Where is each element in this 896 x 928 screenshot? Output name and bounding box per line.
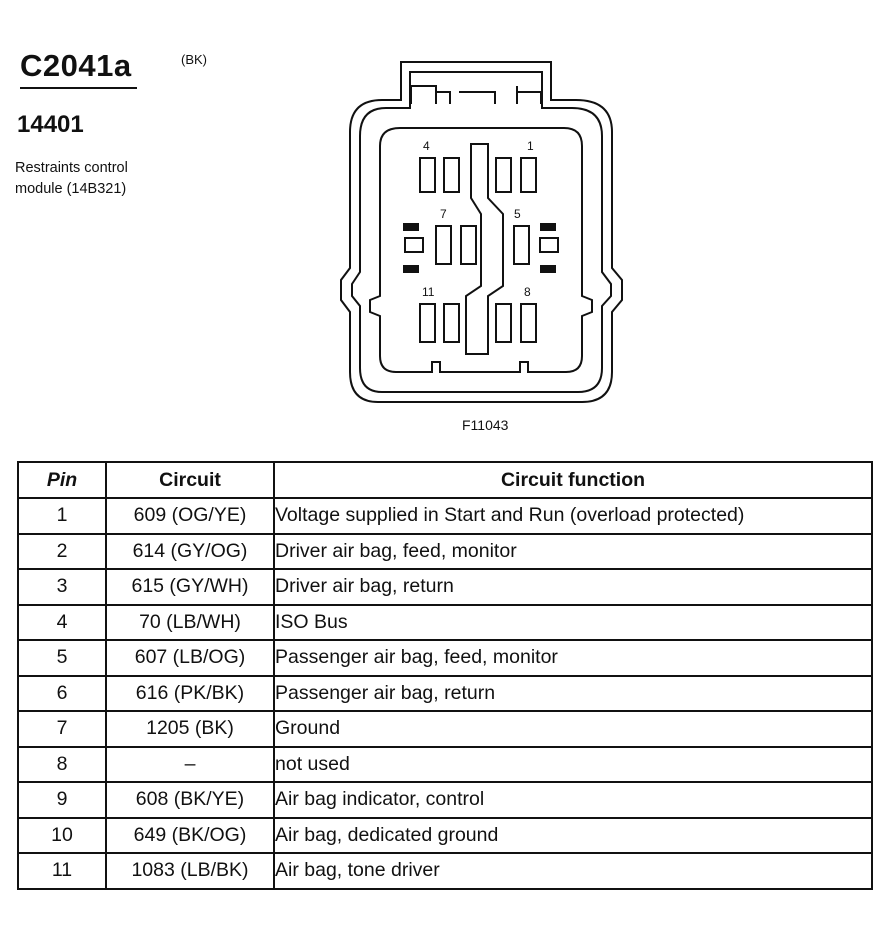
- pin-cell: 10: [18, 818, 106, 854]
- pinout-table: [17, 461, 873, 890]
- function-cell: Voltage supplied in Start and Run (overload protected): [274, 498, 872, 534]
- function-cell: Driver air bag, feed, monitor: [274, 534, 872, 570]
- table-row: [18, 711, 872, 747]
- cavity-label-11: 11: [422, 285, 435, 299]
- pin-cell: 7: [18, 711, 106, 747]
- table-header-row: [18, 462, 872, 498]
- cavity-label-7: 7: [440, 207, 447, 221]
- connector-color-code: (BK): [181, 52, 207, 67]
- function-cell: Driver air bag, return: [274, 569, 872, 605]
- keyway: [466, 144, 503, 354]
- table-row: [18, 747, 872, 783]
- table-row: [18, 534, 872, 570]
- locking-tab: [541, 266, 555, 272]
- circuit-cell: 608 (BK/YE): [106, 782, 274, 818]
- pin-cell: 2: [18, 534, 106, 570]
- pin-cell: 1: [18, 498, 106, 534]
- table-row: [18, 676, 872, 712]
- part-number: 14401: [17, 111, 84, 138]
- function-cell: Air bag, tone driver: [274, 853, 872, 889]
- circuit-cell: 607 (LB/OG): [106, 640, 274, 676]
- module-name-line1: Restraints control: [15, 160, 128, 176]
- cavity-label-5: 5: [514, 207, 521, 221]
- circuit-cell: 616 (PK/BK): [106, 676, 274, 712]
- circuit-cell: 1083 (LB/BK): [106, 853, 274, 889]
- connector-id: C2041a: [20, 48, 132, 83]
- circuit-cell: 615 (GY/WH): [106, 569, 274, 605]
- pin-cell: 11: [18, 853, 106, 889]
- cavity-label-8: 8: [524, 285, 531, 299]
- function-cell: ISO Bus: [274, 605, 872, 641]
- function-cell: not used: [274, 747, 872, 783]
- latch-detail: [411, 86, 541, 104]
- function-cell: Ground: [274, 711, 872, 747]
- pin-cell: 3: [18, 569, 106, 605]
- table-row: [18, 569, 872, 605]
- table-row: [18, 605, 872, 641]
- table-row: [18, 853, 872, 889]
- pin-cell: 6: [18, 676, 106, 712]
- locking-tab: [404, 266, 418, 272]
- circuit-cell: 1205 (BK): [106, 711, 274, 747]
- header-function: Circuit function: [274, 462, 872, 498]
- locking-tab: [404, 224, 418, 230]
- circuit-cell: 70 (LB/WH): [106, 605, 274, 641]
- header-circuit: Circuit: [106, 462, 274, 498]
- module-name-line2: module (14B321): [15, 181, 127, 197]
- pin-cell: 4: [18, 605, 106, 641]
- pin-cell: 5: [18, 640, 106, 676]
- function-cell: Passenger air bag, feed, monitor: [274, 640, 872, 676]
- header-pin: Pin: [18, 462, 106, 498]
- table-row: [18, 782, 872, 818]
- function-cell: Passenger air bag, return: [274, 676, 872, 712]
- table-row: [18, 818, 872, 854]
- pin-cell: 8: [18, 747, 106, 783]
- circuit-cell: 614 (GY/OG): [106, 534, 274, 570]
- function-cell: Air bag indicator, control: [274, 782, 872, 818]
- circuit-cell: 649 (BK/OG): [106, 818, 274, 854]
- cavity-label-1: 1: [527, 139, 534, 153]
- table-row: [18, 498, 872, 534]
- cavity-label-4: 4: [423, 139, 430, 153]
- locking-tab: [541, 224, 555, 230]
- pin-cell: 9: [18, 782, 106, 818]
- circuit-cell: –: [106, 747, 274, 783]
- connector-face-diagram: [0, 0, 896, 440]
- figure-id: F11043: [462, 417, 509, 433]
- function-cell: Air bag, dedicated ground: [274, 818, 872, 854]
- circuit-cell: 609 (OG/YE): [106, 498, 274, 534]
- table-row: [18, 640, 872, 676]
